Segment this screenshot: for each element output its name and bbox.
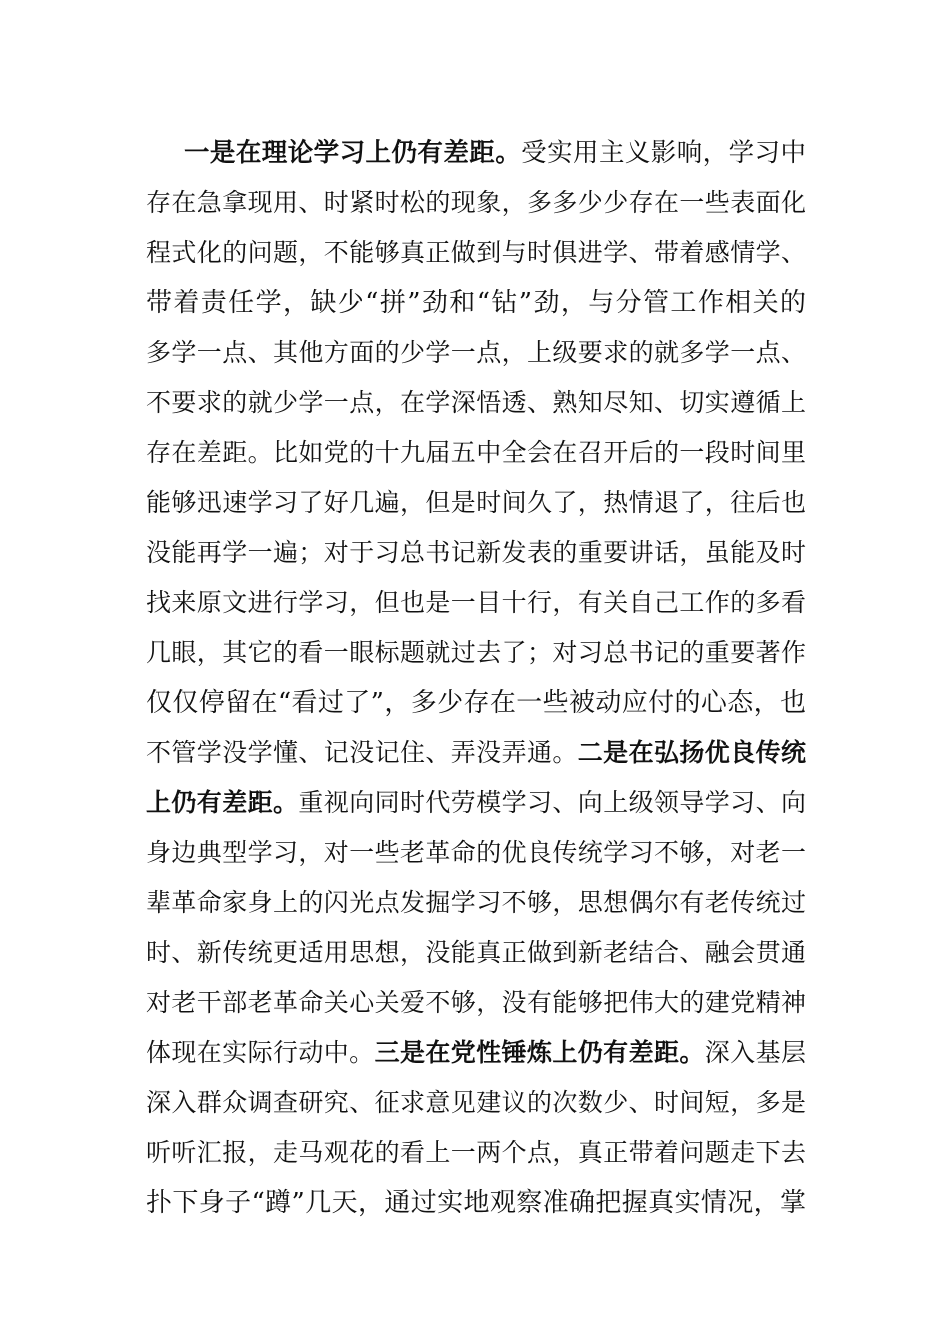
text-line	[146, 928, 806, 978]
text-line	[146, 178, 806, 228]
body-text: 不要求的就少学一点，在学深悟透、熟知尽知、切实遵循上	[146, 388, 806, 417]
body-text: 存在急拿现用、时紧时松的现象，多多少少存在一些表面化	[146, 188, 806, 217]
body-text: 带着责任学，缺少“拼”劲和“钻”劲，与分管工作相关的	[146, 288, 806, 318]
text-line	[146, 478, 806, 528]
text-line	[184, 128, 806, 178]
body-text: 辈革命家身上的闪光点发掘学习不够，思想偶尔有老传统过	[146, 888, 806, 917]
text-line	[146, 578, 806, 628]
body-text: 重视向同时代劳模学习、向上级领导学习、向	[298, 788, 806, 817]
text-line	[146, 328, 806, 378]
body-text: 受实用主义影响，学习中	[521, 138, 806, 168]
bold-heading-text: 一是在理论学习上仍有差距。	[184, 138, 522, 168]
bold-heading-text: 二是在弘扬优良传统	[577, 738, 806, 767]
text-line	[146, 778, 806, 828]
body-text: 身边典型学习，对一些老革命的优良传统学习不够，对老一	[146, 838, 806, 867]
text-line	[146, 728, 806, 778]
body-text: 几眼，其它的看一眼标题就过去了；对习总书记的重要著作	[146, 638, 806, 667]
body-text: 深入群众调查研究、征求意见建议的次数少、时间短，多是	[146, 1088, 806, 1117]
text-line	[146, 878, 806, 928]
text-line	[146, 528, 806, 578]
text-line	[146, 378, 806, 428]
text-line	[146, 1078, 806, 1128]
text-line	[146, 1028, 806, 1078]
body-text: 不管学没学懂、记没记住、弄没弄通。	[146, 738, 578, 767]
text-line	[146, 228, 806, 278]
body-text: 体现在实际行动中。	[146, 1038, 375, 1067]
body-text: 程式化的问题，不能够真正做到与时俱进学、带着感情学、	[146, 238, 806, 267]
text-line	[146, 628, 806, 678]
body-text: 仅仅停留在“看过了”，多少存在一些被动应付的心态，也	[146, 688, 806, 718]
text-line	[146, 428, 806, 478]
bold-heading-text: 三是在党性锤炼上仍有差距。	[374, 1038, 705, 1067]
text-line	[146, 1128, 806, 1178]
text-line	[146, 1178, 806, 1228]
body-text: 对老干部老革命关心关爱不够，没有能够把伟大的建党精神	[146, 988, 806, 1017]
body-text: 没能再学一遍；对于习总书记新发表的重要讲话，虽能及时	[146, 538, 806, 567]
body-text: 时、新传统更适用思想，没能真正做到新老结合、融会贯通	[146, 938, 806, 967]
body-text: 深入基层	[704, 1038, 806, 1067]
body-text: 能够迅速学习了好几遍，但是时间久了，热情退了，往后也	[146, 488, 806, 517]
bold-heading-text: 上仍有差距。	[146, 788, 299, 817]
text-line	[146, 828, 806, 878]
text-line	[146, 978, 806, 1028]
text-line	[146, 678, 806, 728]
body-text: 听听汇报，走马观花的看上一两个点，真正带着问题走下去	[146, 1138, 806, 1167]
body-text: 多学一点、其他方面的少学一点，上级要求的就多学一点、	[146, 338, 806, 367]
body-text: 存在差距。比如党的十九届五中全会在召开后的一段时间里	[146, 438, 806, 467]
body-text: 找来原文进行学习，但也是一目十行，有关自己工作的多看	[146, 588, 806, 617]
body-text: 扑下身子“蹲”几天，通过实地观察准确把握真实情况，掌	[146, 1188, 806, 1218]
text-line	[146, 278, 806, 328]
